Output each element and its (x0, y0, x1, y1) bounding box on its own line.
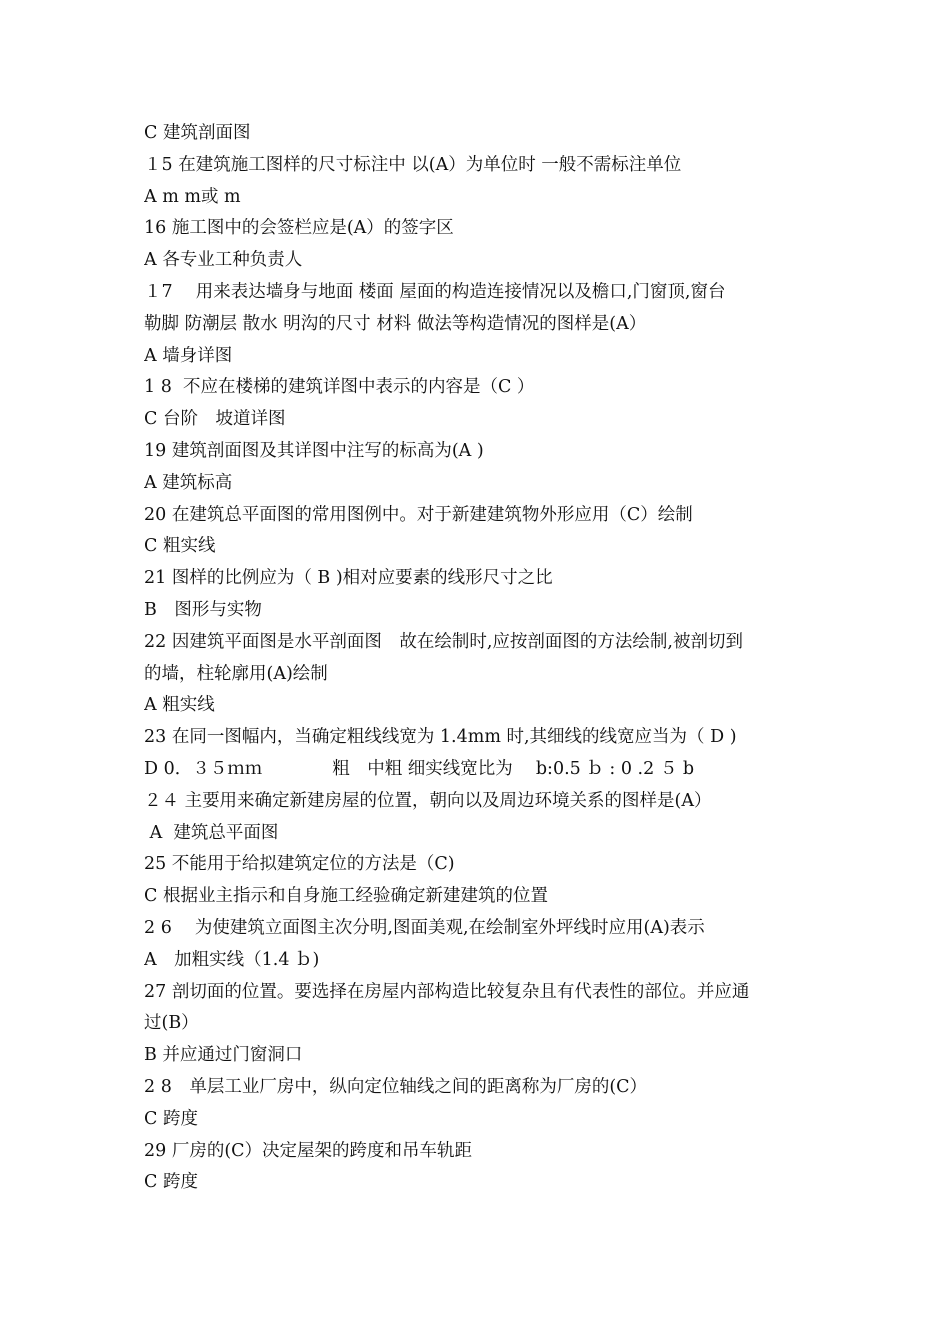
question-line: １5 在建筑施工图样的尺寸标注中 以(A）为单位时 一般不需标注单位 (144, 154, 682, 175)
question-line: 22 因建筑平面图是水平剖面图 故在绘制时,应按剖面图的方法绘制,被剖切到 (144, 631, 743, 652)
text-line: C 建筑剖面图 (144, 123, 251, 143)
question-line: ２４ 主要用来确定新建房屋的位置，朝向以及周边环境关系的图样是(A） (144, 790, 712, 811)
question-line: １7 用来表达墙身与地面 楼面 屋面的构造连接情况以及檐口,门窗顶,窗台 (144, 281, 726, 302)
document-body (144, 118, 814, 1199)
question-line: 23 在同一图幅内，当确定粗线线宽为 1.4mm 时,其细线的线宽应当为（ D ) (144, 727, 737, 748)
answer-line: C 跨度 (144, 1172, 198, 1193)
answer-line: A 建筑标高 (144, 472, 233, 493)
question-line-continued: 过(B） (144, 1013, 199, 1034)
question-line: 1 8 不应在楼梯的建筑详图中表示的内容是（C ） (144, 377, 535, 398)
answer-line: C 台阶 坡道详图 (144, 409, 286, 430)
question-line: 2 8 单层工业厂房中，纵向定位轴线之间的距离称为厂房的(C） (144, 1076, 648, 1097)
question-line: 19 建筑剖面图及其详图中注写的标高为(A ) (144, 440, 484, 461)
answer-line: A 墙身详图 (144, 345, 233, 366)
answer-line: A 粗实线 (144, 695, 215, 716)
answer-line: C 跨度 (144, 1108, 198, 1129)
question-line-continued: 勒脚 防潮层 散水 明沟的尺寸 材料 做法等构造情况的图样是(A） (144, 313, 647, 334)
answer-line: B 图形与实物 (144, 599, 262, 620)
answer-line: A m m或 m (144, 186, 241, 207)
answer-line: B 并应通过门窗洞口 (144, 1045, 303, 1066)
question-line: 2 6 为使建筑立面图主次分明,图面美观,在绘制室外坪线时应用(A)表示 (144, 917, 705, 938)
answer-line: D 0．３５ｍｍ 粗 中粗 细实线宽比为 b:0.5 ｂ : 0 .2 ５ b (144, 758, 695, 779)
question-line: 25 不能用于给拟建筑定位的方法是（C) (144, 854, 455, 875)
answer-line: A 建筑总平面图 (144, 822, 279, 843)
question-line: 27 剖切面的位置。要选择在房屋内部构造比较复杂且有代表性的部位。并应通 (144, 981, 750, 1002)
answer-line: C 粗实线 (144, 536, 216, 557)
question-line: 20 在建筑总平面图的常用图例中。对于新建建筑物外形应用（C）绘制 (144, 504, 693, 525)
question-line: 29 厂房的(C）决定屋架的跨度和吊车轨距 (144, 1140, 473, 1161)
question-line-continued: 的墙，柱轮廓用(A)绘制 (144, 663, 328, 684)
question-line: 16 施工图中的会签栏应是(A）的签字区 (144, 218, 454, 239)
answer-line: A 加粗实线（1.4 ｂ) (144, 949, 320, 970)
answer-line: C 根据业主指示和自身施工经验确定新建建筑的位置 (144, 886, 548, 907)
answer-line: A 各专业工种负责人 (144, 250, 303, 271)
question-line: 21 图样的比例应为（ B )相对应要素的线形尺寸之比 (144, 568, 553, 589)
